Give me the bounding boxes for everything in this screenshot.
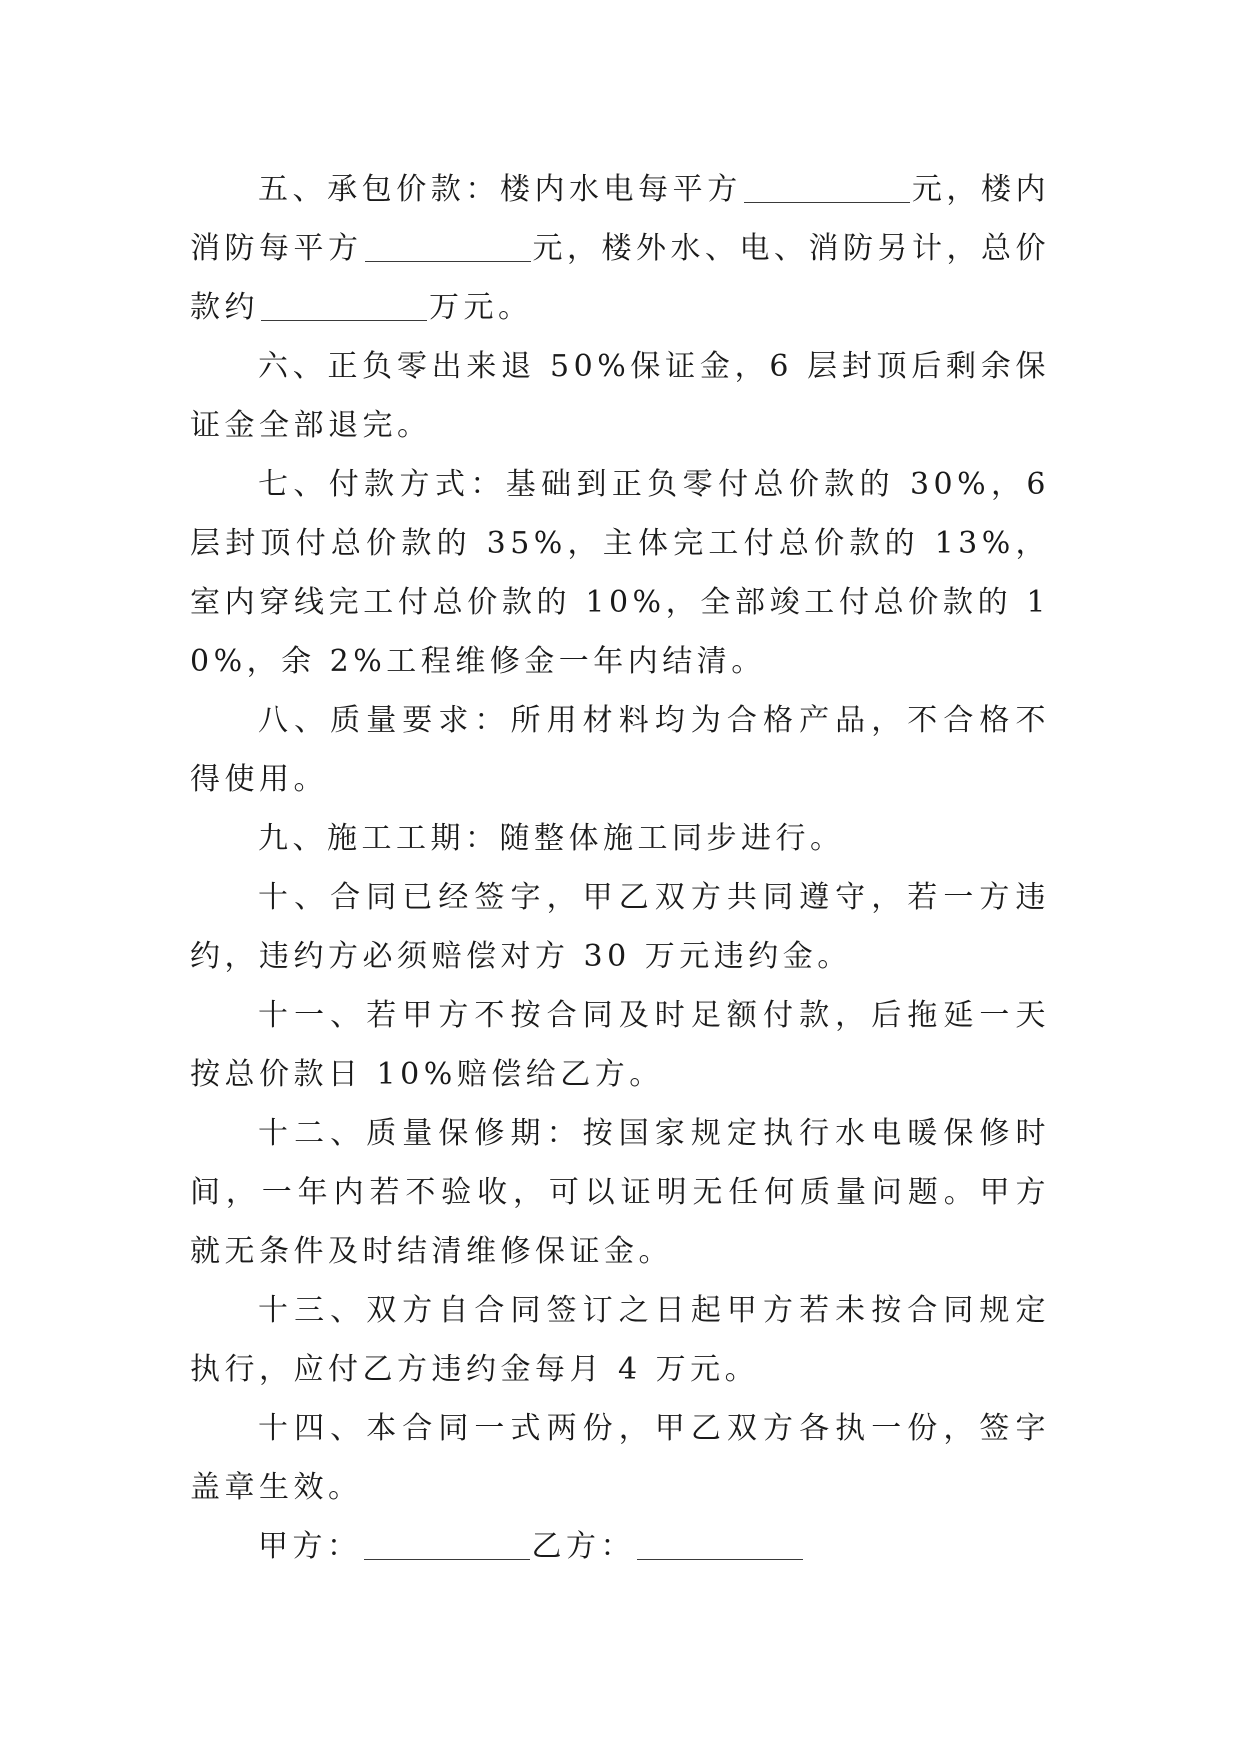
clause-12-warranty: 十二、质量保修期：按国家规定执行水电暖保修时间，一年内若不验收，可以证明无任何质量问题。甲方就无条件及时结清维修保证金。 [190,1116,1050,1269]
indoor-plumbing-price-blank [744,172,910,203]
clause-5-price [190,160,1050,337]
clause-11-late-payment: 十一、若甲方不按合同及时足额付款，后拖延一天按总价款日 10%赔偿给乙方。 [190,998,1050,1092]
indoor-fire-price-blank [365,231,531,262]
contract-body [190,160,1050,1576]
party-b-signature-blank [637,1529,803,1560]
party-a-signature-blank [364,1529,530,1560]
clause-6-deposit: 六、正负零出来退 50%保证金，6 层封顶后剩余保证金全部退完。 [190,349,1050,443]
clause-5-text-b: 元，楼内消防每平方 [190,172,1051,266]
party-b-label: 乙方： [531,1529,635,1564]
clause-10-breach: 十、合同已经签字，甲乙双方共同遵守，若一方违约，违约方必须赔偿对方 30 万元违约金。 [190,880,1050,974]
clause-5-text-a: 五、承包价款：楼内水电每平方 [258,172,742,207]
clause-14-copies: 十四、本合同一式两份，甲乙双方各执一份，签字盖章生效。 [190,1411,1050,1505]
clause-9-schedule: 九、施工工期：随整体施工同步进行。 [258,821,845,856]
clause-13-penalty: 十三、双方自合同签订之日起甲方若未按合同规定执行，应付乙方违约金每月 4 万元。 [190,1293,1050,1387]
clause-5-text-c: 元，楼外水、电、消防另计，总价款约 [190,231,1050,325]
clause-7-payment: 七、付款方式：基础到正负零付总价款的 30%，6 层封顶付总价款的 35%，主体完工付总价款的 13%，室内穿线完工付总价款的 10%，全部竣工付总价款的 10%，余 2%工程维修金一年内结清。 [190,467,1050,679]
signature-line [190,1517,1050,1576]
total-price-blank [261,290,427,321]
clause-8-quality: 八、质量要求：所用材料均为合格产品，不合格不得使用。 [190,703,1050,797]
clause-5-text-d: 万元。 [429,290,533,325]
party-a-label: 甲方： [258,1529,362,1564]
